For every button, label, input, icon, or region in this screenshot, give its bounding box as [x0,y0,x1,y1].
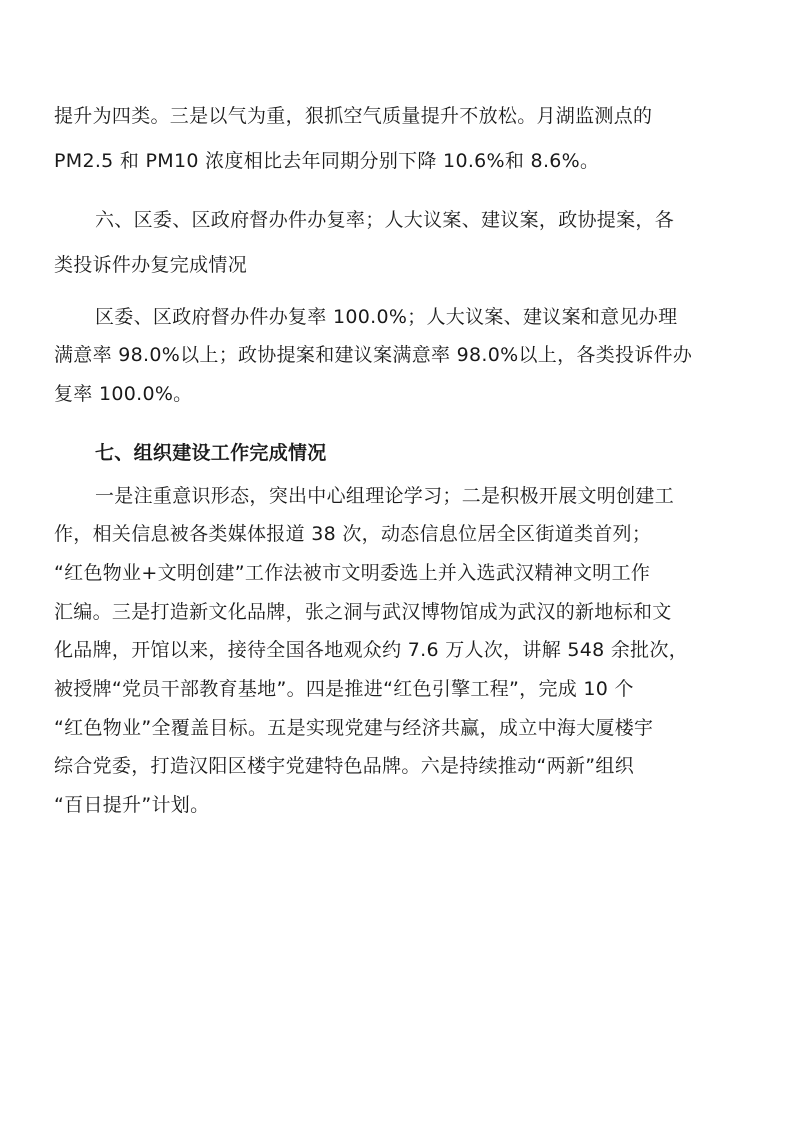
text-line: 被授牌“党员干部教育基地”。四是推进“红色引擎工程”，完成 10 个 [54,678,634,700]
text-line: 综合党委，打造汉阳区楼宇党建特色品牌。六是持续推动“两新”组织 [54,755,634,777]
text-line: “红色物业”全覆盖目标。五是实现党建与经济共赢，成立中海大厦楼宇 [54,717,654,739]
section-6-heading: 六、区委、区政府督办件办复率；人大议案、建议案，政协提案，各 [95,209,675,231]
text-line: 化品牌，开馆以来，接待全国各地观众约 7.6 万人次，讲解 548 余批次， [54,639,689,661]
text-line: 一是注重意识形态，突出中心组理论学习；二是积极开展文明创建工 [95,485,675,507]
text-line: PM2.5 和 PM10 浓度相比去年同期分别下降 10.6%和 8.6%。 [54,150,600,172]
text-line: 汇编。三是打造新文化品牌，张之洞与武汉博物馆成为武汉的新地标和文 [54,601,672,623]
text-line: 作，相关信息被各类媒体报道 38 次，动态信息位居全区街道类首列； [54,523,652,545]
text-line: “百日提升”计划。 [54,794,210,816]
text-line: 提升为四类。三是以气为重，狠抓空气质量提升不放松。月湖监测点的 [54,105,653,127]
text-line: 满意率 98.0%以上；政协提案和建议案满意率 98.0%以上，各类投诉件办 [54,344,693,366]
section-7-heading: 七、组织建设工作完成情况 [95,442,327,464]
text-line: “红色物业+文明创建”工作法被市文明委选上并入选武汉精神文明工作 [54,562,651,584]
text-line: 区委、区政府督办件办复率 100.0%；人大议案、建议案和意见办理 [95,306,678,328]
section-6-heading-cont: 类投诉件办复完成情况 [54,254,248,276]
text-line: 复率 100.0%。 [54,383,193,405]
